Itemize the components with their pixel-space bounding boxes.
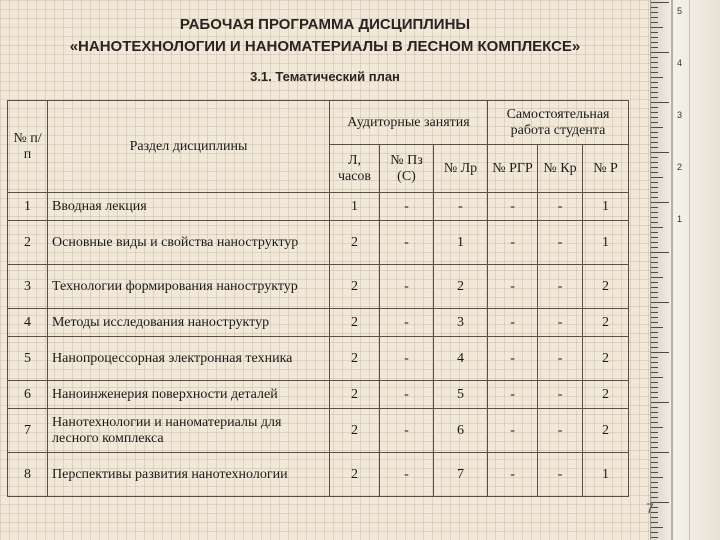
ruler-tick [651,12,658,13]
ruler-tick [651,152,669,153]
row-kr: - [538,309,583,337]
table-row [8,453,629,497]
ruler-tick [651,427,663,428]
ruler-tick [651,457,658,458]
ruler-tick [651,17,658,18]
header-labs: № Лр [434,145,488,193]
ruler-tick [651,82,658,83]
table-row [8,337,629,381]
ruler-tick [651,157,658,158]
row-labs: 3 [434,309,488,337]
row-labs: - [434,193,488,221]
ruler-tick [651,332,658,333]
row-lectures: 2 [330,309,380,337]
row-practical: - [380,309,434,337]
row-practical: - [380,409,434,453]
ruler-tick [651,437,658,438]
ruler-tick [651,217,658,218]
ruler-tick [651,52,669,53]
ruler-number: 3 [677,110,683,120]
ruler-tick [651,202,669,203]
ruler-tick [651,127,663,128]
ruler-number: 2 [677,162,683,172]
table-row [8,193,629,221]
ruler-tick [651,412,658,413]
ruler-tick [651,392,658,393]
row-lectures: 2 [330,337,380,381]
ruler-tick [651,107,658,108]
ruler-tick [651,77,663,78]
header-rgr: № РГР [488,145,538,193]
row-kr: - [538,265,583,309]
ruler-tick [651,522,658,523]
ruler-tick [651,497,658,498]
row-kr: - [538,221,583,265]
ruler-tick [651,67,658,68]
ruler-tick [651,312,658,313]
ruler-tick [651,282,658,283]
row-lectures: 2 [330,265,380,309]
row-practical: - [380,265,434,309]
ruler-tick [651,2,669,3]
row-kr: - [538,381,583,409]
row-kr: - [538,453,583,497]
row-rgr: - [488,381,538,409]
row-number: 5 [8,337,48,381]
ruler-tick [651,192,658,193]
ruler-tick [651,142,658,143]
ruler-tick [651,532,658,533]
ruler-tick [651,362,658,363]
ruler-tick [651,172,658,173]
ruler-tick [651,42,658,43]
ruler-tick [651,212,658,213]
row-practical: - [380,221,434,265]
ruler-tick [651,262,658,263]
table-row [8,265,629,309]
ruler-tick [651,537,658,538]
row-number: 7 [8,409,48,453]
row-number: 1 [8,193,48,221]
row-labs: 1 [434,221,488,265]
row-section-name: Вводная лекция [48,193,330,221]
ruler-tick [651,292,658,293]
row-labs: 4 [434,337,488,381]
ruler-tick [651,257,658,258]
row-labs: 7 [434,453,488,497]
ruler-tick [651,237,658,238]
ruler-tick [651,382,658,383]
ruler-tick [651,297,658,298]
row-rgr: - [488,309,538,337]
header-auditory: Аудиторные занятия [330,101,488,145]
ruler-tick [651,347,658,348]
ruler-decoration [650,0,720,540]
ruler-tick [651,442,658,443]
row-practical: - [380,381,434,409]
row-rgr: - [488,193,538,221]
row-number: 6 [8,381,48,409]
ruler-tick [651,482,658,483]
ruler-tick [651,432,658,433]
ruler-tick [651,492,658,493]
ruler-tick [651,517,658,518]
ruler-tick [651,452,669,453]
ruler-tick [651,222,658,223]
row-lectures: 1 [330,193,380,221]
ruler-tick [651,92,658,93]
header-practical: № Пз (С) [380,145,434,193]
ruler-tick [651,122,658,123]
row-lectures: 2 [330,381,380,409]
ruler-tick [651,317,658,318]
ruler-tick [651,287,658,288]
ruler-tick [651,472,658,473]
ruler-tick [651,397,658,398]
row-r: 2 [583,337,629,381]
ruler-tick [651,272,658,273]
ruler-tick [651,252,669,253]
ruler-tick [651,197,658,198]
ruler-tick [651,177,663,178]
table-row [8,221,629,265]
ruler-tick [651,162,658,163]
row-r: 1 [583,193,629,221]
ruler-tick [651,132,658,133]
ruler-tick [651,112,658,113]
row-number: 8 [8,453,48,497]
ruler-tick [651,182,658,183]
ruler-tick [651,227,663,228]
row-practical: - [380,193,434,221]
ruler-tick [651,422,658,423]
table-row [8,409,629,453]
ruler-tick [651,117,658,118]
ruler-tick [651,47,658,48]
ruler-tick [651,307,658,308]
row-rgr: - [488,337,538,381]
row-rgr: - [488,265,538,309]
row-rgr: - [488,221,538,265]
ruler-tick [651,72,658,73]
ruler-tick [651,462,658,463]
row-section-name: Нанопроцессорная электронная техника [48,337,330,381]
ruler-tick [651,247,658,248]
ruler-tick [651,57,658,58]
program-title: РАБОЧАЯ ПРОГРАММА ДИСЦИПЛИНЫ [179,16,471,33]
row-section-name: Перспективы развития нанотехнологии [48,453,330,497]
ruler-tick [651,242,658,243]
ruler-tick [651,302,669,303]
ruler-tick [651,327,663,328]
header-lectures: Л, часов [330,145,380,193]
page-number: 7 [646,500,654,516]
row-lectures: 2 [330,221,380,265]
ruler-tick [651,7,658,8]
ruler-tick [651,407,658,408]
row-practical: - [380,453,434,497]
table-row [8,381,629,409]
row-section-name: Основные виды и свойства наноструктур [48,221,330,265]
ruler-tick [651,87,658,88]
section-title: 3.1. Тематический план [250,69,400,84]
row-lectures: 2 [330,409,380,453]
ruler-number: 4 [677,58,683,68]
ruler-tick [651,337,658,338]
ruler-tick [651,22,658,23]
ruler-tick [651,167,658,168]
ruler-tick [651,467,658,468]
row-section-name: Методы исследования наноструктур [48,309,330,337]
ruler-tick [651,357,658,358]
ruler-tick [651,97,658,98]
ruler-tick [651,477,663,478]
ruler-tick [651,37,658,38]
ruler-tick [651,27,663,28]
table-row [8,309,629,337]
ruler-tick [651,527,663,528]
ruler-tick [651,187,658,188]
row-kr: - [538,337,583,381]
row-r: 1 [583,221,629,265]
ruler-tick [651,102,669,103]
ruler-tick [651,377,663,378]
ruler-number: 5 [677,6,683,16]
ruler-tick [651,62,658,63]
ruler-tick [651,487,658,488]
header-num: № п/п [8,101,48,193]
ruler-tick [651,447,658,448]
row-practical: - [380,337,434,381]
ruler-tick [651,402,669,403]
row-section-name: Технологии формирования наноструктур [48,265,330,309]
row-labs: 2 [434,265,488,309]
header-r: № Р [583,145,629,193]
row-lectures: 2 [330,453,380,497]
discipline-title: «НАНОТЕХНОЛОГИИ И НАНОМАТЕРИАЛЫ В ЛЕСНОМ КОМПЛЕКСЕ» [69,38,581,55]
thematic-plan-table [7,100,629,497]
header-section: Раздел дисциплины [48,101,330,193]
header-self-work: Самостоятельная работа студента [488,101,629,145]
ruler-tick [651,367,658,368]
ruler-tick [651,387,658,388]
row-r: 1 [583,453,629,497]
header-kr: № Кр [538,145,583,193]
ruler-tick [651,232,658,233]
ruler-tick [651,372,658,373]
ruler-tick [651,277,663,278]
ruler-tick [651,352,669,353]
row-r: 2 [583,309,629,337]
row-r: 2 [583,265,629,309]
row-number: 2 [8,221,48,265]
ruler-number: 1 [677,214,683,224]
ruler-tick [651,32,658,33]
row-rgr: - [488,453,538,497]
ruler-tick [651,267,658,268]
ruler-tick [651,137,658,138]
row-labs: 6 [434,409,488,453]
row-kr: - [538,193,583,221]
ruler-tick [651,417,658,418]
row-kr: - [538,409,583,453]
row-section-name: Нанотехнологии и наноматериалы для лесного комплекса [48,409,330,453]
row-labs: 5 [434,381,488,409]
row-section-name: Наноинженерия поверхности деталей [48,381,330,409]
row-r: 2 [583,409,629,453]
row-number: 3 [8,265,48,309]
ruler-tick [651,342,658,343]
ruler-tick [651,207,658,208]
row-r: 2 [583,381,629,409]
row-rgr: - [488,409,538,453]
ruler-tick [651,147,658,148]
row-number: 4 [8,309,48,337]
ruler-tick [651,322,658,323]
